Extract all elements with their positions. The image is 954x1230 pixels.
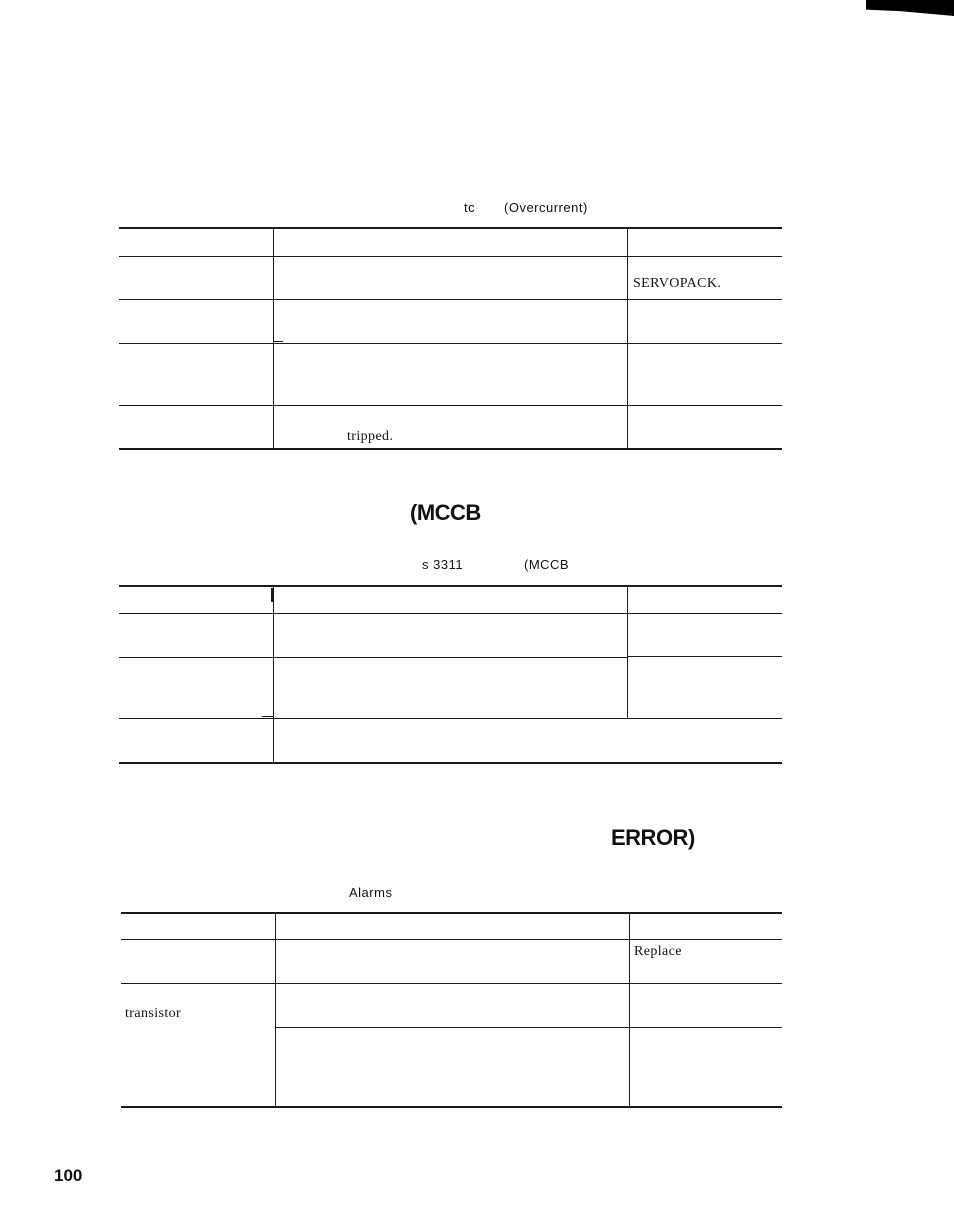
section2-heading: (MCCB xyxy=(410,500,481,525)
table1-r1-action: SERVOPACK. xyxy=(633,276,722,291)
section3-heading: ERROR) xyxy=(611,825,695,850)
table1-r4-cause: tripped. xyxy=(347,429,394,444)
table1-caption-to: tc xyxy=(464,200,476,215)
table1-caption-overcurrent: (Overcurrent) xyxy=(504,200,588,215)
page-number: 100 xyxy=(54,1166,83,1185)
table3-caption-alarms: Alarms xyxy=(349,885,393,900)
table2-caption-mccb: (MCCB xyxy=(524,557,570,572)
table3-r2-item: transistor xyxy=(125,1006,182,1021)
table2-caption-code: s 3311 xyxy=(422,557,464,572)
table3-r1-action: Replace xyxy=(634,944,682,959)
corner-mark xyxy=(866,0,954,16)
